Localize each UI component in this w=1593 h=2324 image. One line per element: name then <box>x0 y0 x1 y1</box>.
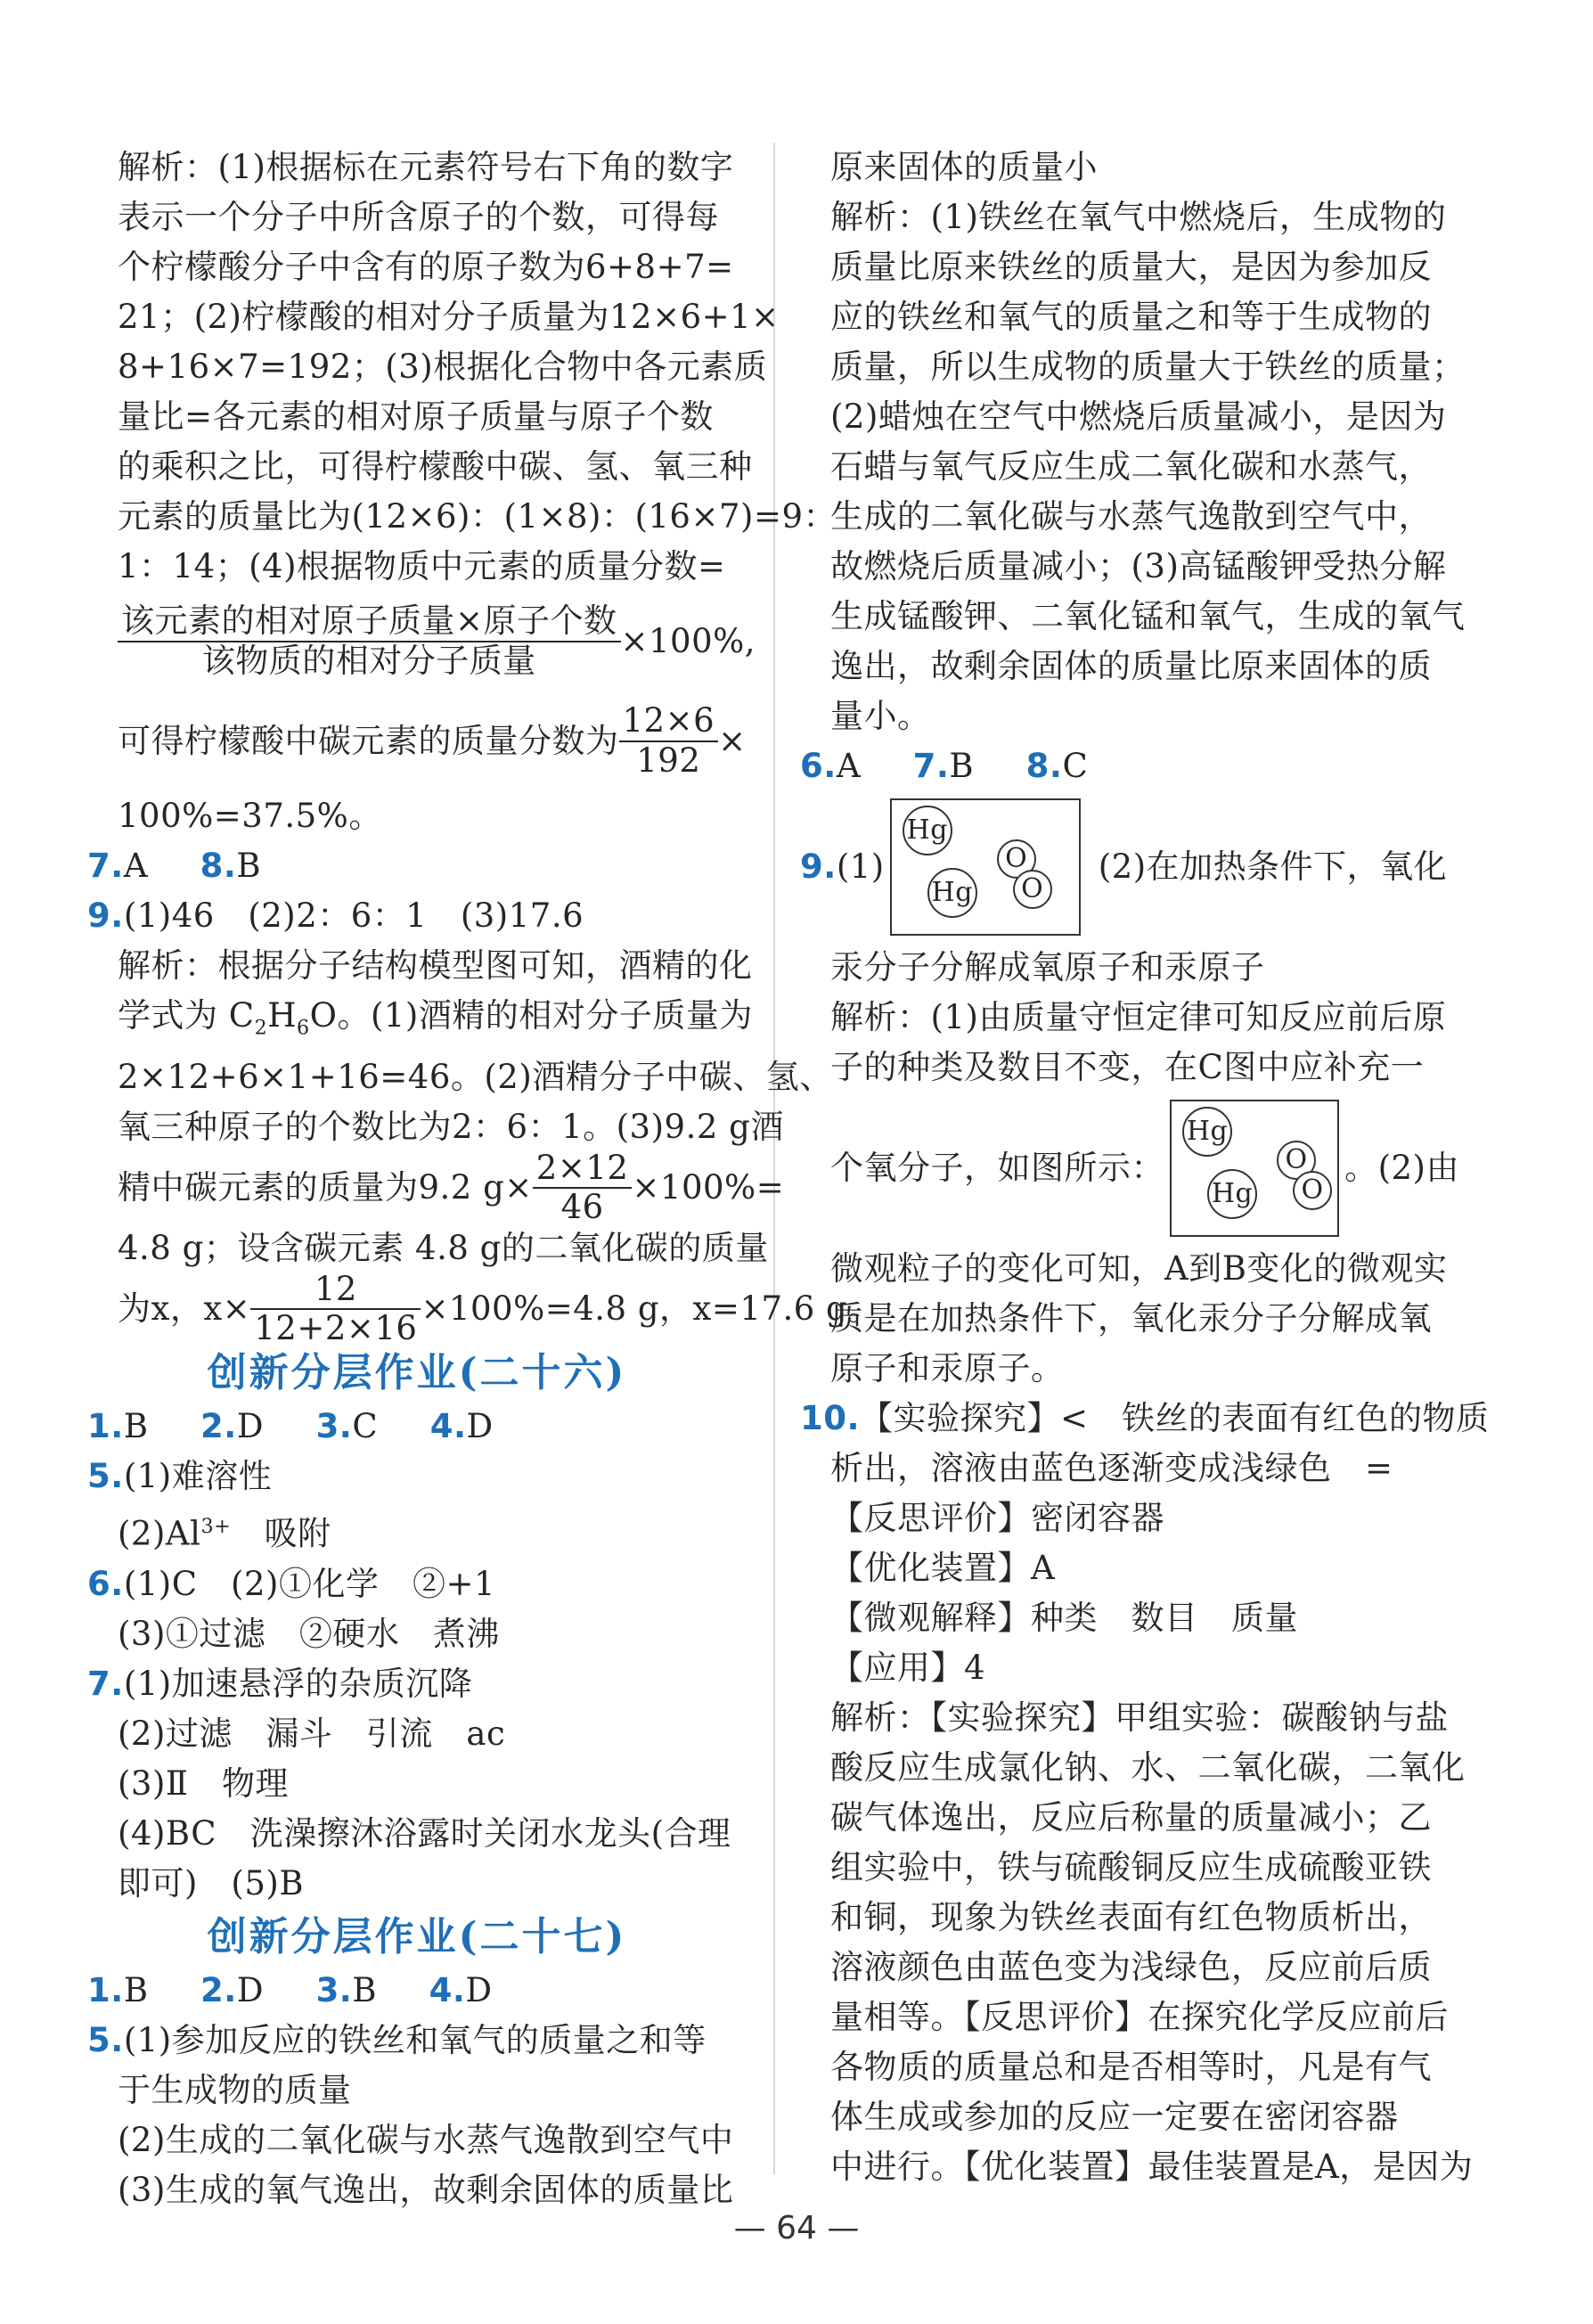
answer: A <box>836 747 862 785</box>
mass-fraction-formula <box>87 592 756 691</box>
question-number: 9. <box>800 847 837 886</box>
text-line: 生成的二氧化碳与水蒸气逸散到空气中， <box>830 497 1432 536</box>
text-line: 应的铁丝和氧气的质量之和等于生成物的 <box>830 298 1432 336</box>
question-number: 10. <box>800 1399 861 1437</box>
answer: B <box>123 1970 149 2009</box>
answer-line <box>87 1966 747 2016</box>
text-line: 于生成物的质量 <box>118 2070 352 2109</box>
text-line: 解析：根据分子结构模型图可知，酒精的化 <box>118 946 753 985</box>
answer: 【实验探究】< 铁丝的表面有红色的物质 <box>860 1399 1490 1437</box>
answer: B <box>949 747 975 785</box>
fraction <box>250 1271 421 1348</box>
question-number: 6. <box>800 747 837 785</box>
question-number: 4. <box>429 1407 467 1446</box>
text-line: 析出，溶液由蓝色逐渐变成浅绿色 = <box>830 1449 1393 1487</box>
answer-line <box>87 841 747 891</box>
text-line: 氧三种原子的个数比为2：6：1。(3)9.2 g酒 <box>118 1108 784 1147</box>
q9-diagram-line <box>800 791 1459 943</box>
answer: (1)加速悬浮的杂质沉降 <box>123 1664 473 1703</box>
text: 为x，x× <box>118 1289 251 1329</box>
question-number: 1. <box>87 1407 124 1446</box>
superscript: 3+ <box>200 1515 232 1539</box>
text-line: 21；(2)柠檬酸的相对分子质量为12×6+1× <box>118 298 780 336</box>
text-line: 子的种类及数目不变，在C图中应补充一 <box>830 1048 1425 1086</box>
carbon-mass-line <box>87 1148 785 1227</box>
text-line: 2×12+6×1+16=46。(2)酒精分子中碳、氢、 <box>118 1058 833 1097</box>
answer-line <box>87 1502 747 1559</box>
answer: (1)46 (2)2：6：1 (3)17.6 <box>123 896 584 935</box>
text-line: 碳气体逸出，反应后称量的质量减小；乙 <box>830 1798 1432 1837</box>
section-heading-27: 创新分层作业(二十七) <box>207 1913 627 1960</box>
answer: D <box>465 1970 493 2009</box>
fraction-numerator: 该元素的相对原子质量×原子个数 <box>118 602 621 642</box>
subscript: 2 <box>254 1016 268 1040</box>
question-number: 7. <box>87 1664 124 1703</box>
text: H <box>267 996 297 1035</box>
text-line: 质量比原来铁丝的质量大，是因为参加反 <box>830 248 1432 286</box>
text-line: 汞分子分解成氧原子和汞原子 <box>830 948 1265 986</box>
question-number: 6. <box>87 1564 124 1603</box>
answer: 吸附 <box>231 1514 331 1553</box>
question-number: 9. <box>87 896 124 935</box>
text-line: 原来固体的质量小 <box>830 148 1098 186</box>
text-line: 中进行。【优化装置】最佳装置是A，是因为 <box>830 2148 1474 2186</box>
answer: C <box>1062 747 1089 785</box>
fraction <box>533 1150 633 1227</box>
question-number: 8. <box>200 847 237 885</box>
fraction-tail: × <box>718 722 747 760</box>
fraction <box>619 702 719 780</box>
text-line: (3)Ⅱ 物理 <box>118 1763 290 1803</box>
text-line: 1：14；(4)根据物质中元素的质量分数= <box>118 547 726 585</box>
text-line: 量小。 <box>830 697 931 735</box>
text-line: (2)过滤 漏斗 引流 ac <box>118 1714 506 1753</box>
text-line: 逸出，故剩余固体的质量比原来固体的质 <box>830 647 1432 685</box>
question-number: 2. <box>200 1407 237 1446</box>
question-number: 1. <box>87 1970 124 2009</box>
section-heading-26: 创新分层作业(二十六) <box>207 1350 627 1396</box>
text: 精中碳元素的质量为9.2 g× <box>118 1168 533 1207</box>
answer: D <box>236 1970 265 2009</box>
text-line: 解析：(1)根据标在元素符号右下角的数字 <box>118 148 734 186</box>
text-line: 【优化装置】A <box>830 1549 1056 1587</box>
text-line: 的乘积之比，可得柠檬酸中碳、氢、氧三种 <box>118 447 753 486</box>
text-line: 8+16×7=192；(3)根据化合物中各元素质 <box>118 348 768 386</box>
answer-line <box>800 1394 1490 1444</box>
fraction-tail: ×100%= <box>632 1168 785 1207</box>
fraction-numerator: 2×12 <box>533 1150 633 1190</box>
answer-line <box>800 741 1459 791</box>
q9-diagram-line-2 <box>800 1092 1459 1244</box>
mercury-atom: Hg <box>927 868 977 918</box>
text-line: 【应用】4 <box>830 1649 986 1687</box>
answer: B <box>352 1970 378 2009</box>
question-number: 3. <box>315 1407 353 1446</box>
text-line: 故燃烧后质量减小；(3)高锰酸钾受热分解 <box>830 547 1447 585</box>
answer: (1)参加反应的铁丝和氧气的质量之和等 <box>123 2020 707 2059</box>
text: 。(2)由 <box>1344 1149 1459 1187</box>
question-number: 7. <box>87 847 124 885</box>
text-line: 各物质的质量总和是否相等时，凡是有气 <box>830 2048 1432 2086</box>
question-number: 5. <box>87 1457 124 1496</box>
answer: (1) <box>836 847 885 886</box>
text: O。(1)酒精的相对分子质量为 <box>309 996 753 1035</box>
question-number: 7. <box>912 747 950 785</box>
molecule-diagram-1 <box>890 798 1081 936</box>
text-line: (2)生成的二氧化碳与水蒸气逸散到空气中 <box>118 2120 734 2159</box>
text-line: 解析：(1)铁丝在氧气中燃烧后，生成物的 <box>830 198 1447 236</box>
carbon-fraction-line <box>87 691 747 791</box>
answer: B <box>236 847 262 885</box>
text-line: 元素的质量比为(12×6)：(1×8)：(16×7)=9： <box>118 497 837 536</box>
answer: (2)Al <box>118 1514 201 1553</box>
answer: (1)C (2)①化学 ②+1 <box>123 1564 495 1603</box>
text: 可得柠檬酸中碳元素的质量分数为 <box>118 722 619 760</box>
text-line: 【微观解释】种类 数目 质量 <box>830 1599 1298 1637</box>
text-line: 个柠檬酸分子中含有的原子数为6+8+7= <box>118 248 734 286</box>
oxygen-atom: O <box>1013 870 1052 909</box>
text-line: 微观粒子的变化可知，A到B变化的微观实 <box>830 1249 1448 1288</box>
question-number: 4. <box>429 1970 466 2009</box>
oxygen-atom: O <box>1293 1171 1332 1210</box>
answer-line <box>87 1452 747 1502</box>
question-number: 5. <box>87 2020 124 2059</box>
text-line: 即可) (5)B <box>118 1863 305 1903</box>
oxygen-atom: O <box>997 839 1036 879</box>
text-line: 和铜，现象为铁丝表面有红色物质析出， <box>830 1898 1432 1936</box>
text-line: 【反思评价】密闭容器 <box>830 1499 1164 1537</box>
fraction-denominator: 46 <box>560 1188 604 1227</box>
text-line: 生成锰酸钾、二氧化锰和氧气，生成的氧气 <box>830 597 1466 635</box>
text-line: (3)①过滤 ②硬水 煮沸 <box>118 1614 500 1653</box>
text-line: 解析：(1)由质量守恒定律可知反应前后原 <box>830 998 1447 1036</box>
fraction-tail: ×100%, <box>620 622 756 660</box>
answer: D <box>466 1407 494 1446</box>
co2-mass-line <box>87 1269 881 1348</box>
text-line: 4.8 g；设含碳元素 4.8 g的二氧化碳的质量 <box>118 1229 769 1268</box>
answer: (2)在加热条件下，氧化 <box>1098 847 1448 886</box>
answer: B <box>123 1407 149 1446</box>
text-line: 溶液颜色由蓝色变为浅绿色，反应前后质 <box>830 1948 1432 1986</box>
oxygen-atom: O <box>1277 1141 1316 1180</box>
page-number: — 64 — <box>733 2210 860 2246</box>
fraction-numerator: 12×6 <box>619 702 719 742</box>
molecule-diagram-2 <box>1170 1100 1339 1237</box>
text-line: 表示一个分子中所含原子的个数，可得每 <box>118 198 719 236</box>
answer: C <box>352 1407 379 1446</box>
answer-line <box>87 891 747 941</box>
text-line: 解析：【实验探究】甲组实验：碳酸钠与盐 <box>830 1698 1449 1737</box>
right-column <box>800 143 1490 2192</box>
text-line: 石蜡与氧气反应生成二氧化碳和水蒸气， <box>830 447 1432 486</box>
text: 个氧分子，如图所示： <box>830 1149 1164 1187</box>
text: 学式为 C <box>118 996 255 1035</box>
question-number: 2. <box>200 1970 237 2009</box>
question-number: 3. <box>315 1970 353 2009</box>
text-line: (3)生成的氧气逸出，故剩余固体的质量比 <box>118 2170 734 2209</box>
fraction-denominator: 192 <box>636 741 701 780</box>
formula-line <box>87 991 753 1052</box>
answer-line <box>87 2016 747 2066</box>
answer: D <box>236 1407 265 1446</box>
column-divider <box>773 143 775 2174</box>
answer: A <box>123 847 149 885</box>
fraction-denominator: 12+2×16 <box>254 1309 418 1348</box>
question-number: 8. <box>1025 747 1063 785</box>
mercury-atom: Hg <box>1182 1107 1232 1157</box>
answer-line <box>87 1402 747 1452</box>
fraction-tail: ×100%=4.8 g，x=17.6 g。 <box>421 1289 881 1329</box>
answer: (1)难溶性 <box>123 1457 273 1496</box>
text-line: (4)BC 洗澡擦沐浴露时关闭水龙头(合理 <box>118 1813 731 1853</box>
text-line: 量比=各元素的相对原子质量与原子个数 <box>118 397 715 436</box>
text-line: 100%=37.5%。 <box>118 797 382 835</box>
text-line: 体生成或参加的反应一定要在密闭容器 <box>830 2098 1399 2136</box>
text-line: 量相等。【反思评价】在探究化学反应前后 <box>830 1998 1449 2036</box>
text-line: 组实验中，铁与硫酸铜反应生成硫酸亚铁 <box>830 1848 1432 1886</box>
fraction-numerator: 12 <box>250 1271 421 1311</box>
text-line: 酸反应生成氯化钠、水、二氧化碳，二氧化 <box>830 1748 1466 1787</box>
mercury-atom: Hg <box>1207 1169 1257 1219</box>
text-line: (2)蜡烛在空气中燃烧后质量减小，是因为 <box>830 397 1447 436</box>
fraction <box>118 602 621 680</box>
text-line: 质量，所以生成物的质量大于铁丝的质量； <box>830 348 1466 386</box>
text-line: 原子和汞原子。 <box>830 1349 1065 1387</box>
fraction-denominator: 该物质的相对分子质量 <box>201 642 536 680</box>
mercury-atom: Hg <box>903 806 952 855</box>
answer-line <box>87 1659 747 1709</box>
subscript: 6 <box>296 1016 310 1040</box>
answer-line <box>87 1559 747 1609</box>
text-line: 质是在加热条件下，氧化汞分子分解成氧 <box>830 1299 1432 1338</box>
